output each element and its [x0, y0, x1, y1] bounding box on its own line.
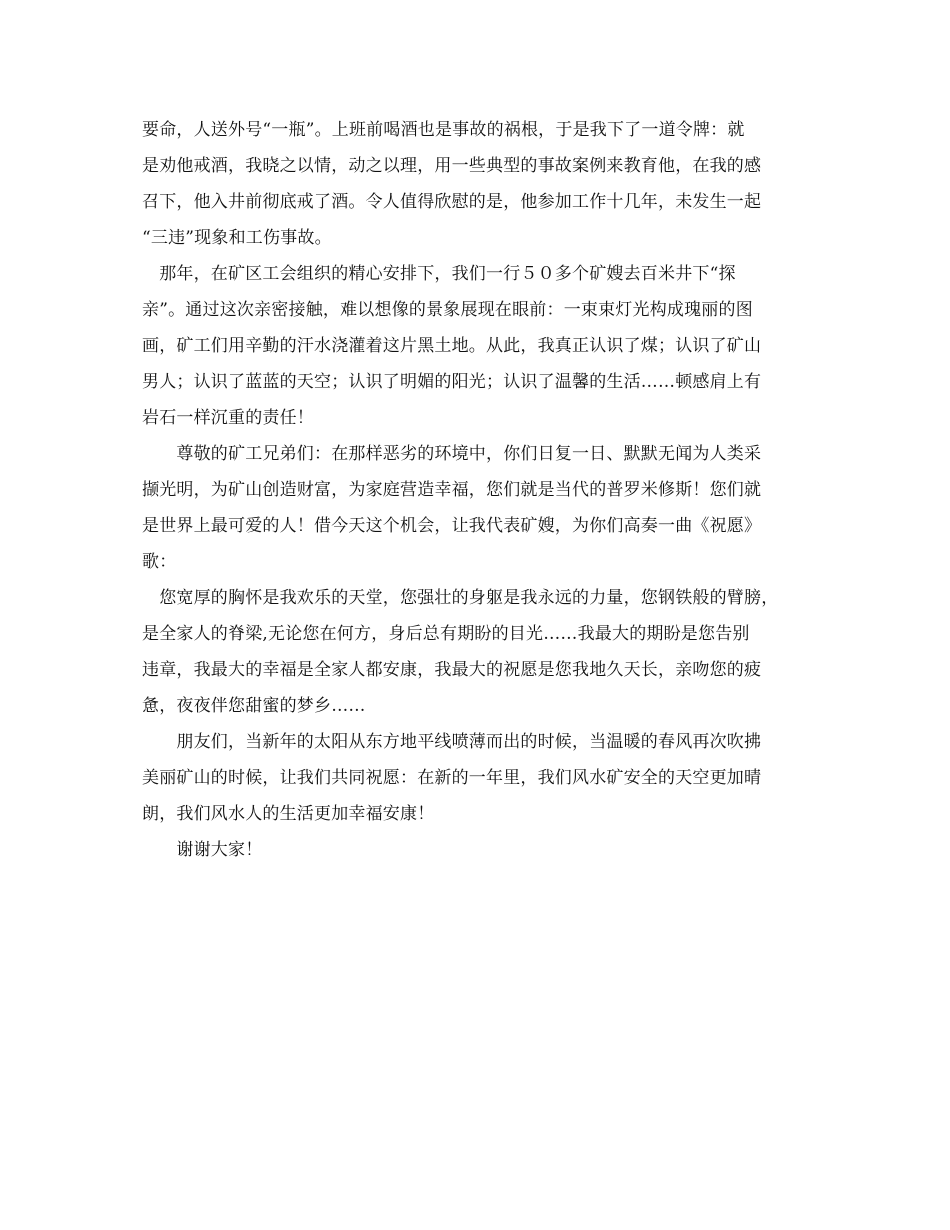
text-line: “三违”现象和工伤事故。: [142, 228, 332, 248]
text-line: 歌：: [142, 552, 177, 572]
text-line: 岩石一样沉重的责任！: [142, 408, 314, 428]
text-line: 是全家人的脊梁,无论您在何方，身后总有期盼的目光……我最大的期盼是您告别: [142, 624, 750, 644]
text-line: 尊敬的矿工兄弟们：在那样恶劣的环境中，你们日复一日、默默无闻为人类采: [142, 444, 762, 464]
text-line: 朗，我们风水人的生活更加幸福安康！: [142, 804, 435, 824]
text-line: 召下，他入井前彻底戒了酒。令人值得欣慰的是，他参加工作十几年，未发生一起: [142, 192, 762, 212]
text-line: 谢谢大家！: [142, 840, 263, 860]
text-line: 违章，我最大的幸福是全家人都安康，我最大的祝愿是您我地久天长，亲吻您的疲: [142, 660, 762, 680]
text-line: 亲”。通过这次亲密接触，难以想像的景象展现在眼前：一束束灯光构成瑰丽的图: [142, 300, 753, 320]
text-line: 您宽厚的胸怀是我欢乐的天堂，您强壮的身躯是我永远的力量，您钢铁般的臂膀，: [142, 588, 779, 608]
text-line: 画，矿工们用辛勤的汗水浇灌着这片黑土地。从此，我真正认识了煤；认识了矿山: [142, 336, 762, 356]
text-line: 要命，人送外号“一瓶”。上班前喝酒也是事故的祸根，于是我下了一道令牌：就: [142, 120, 745, 140]
text-line: 那年，在矿区工会组织的精心安排下，我们一行５０多个矿嫂去百米井下“探: [142, 264, 736, 284]
text-line: 是劝他戒酒，我晓之以情，动之以理，用一些典型的事故案例来教育他，在我的感: [142, 156, 762, 176]
text-line: 惫，夜夜伴您甜蜜的梦乡……: [142, 696, 366, 716]
text-line: 撷光明，为矿山创造财富，为家庭营造幸福，您们就是当代的普罗米修斯！您们就: [142, 480, 762, 500]
text-line: 是世界上最可爱的人！借今天这个机会，让我代表矿嫂，为你们高奏一曲《祝愿》: [142, 516, 762, 536]
text-line: 男人；认识了蓝蓝的天空；认识了明媚的阳光；认识了温馨的生活……顿感肩上有: [142, 372, 762, 392]
text-line: 朋友们，当新年的太阳从东方地平线喷薄而出的时候，当温暖的春风再次吹拂: [142, 732, 762, 752]
text-line: 美丽矿山的时候，让我们共同祝愿：在新的一年里，我们风水矿安全的天空更加晴: [142, 768, 762, 788]
